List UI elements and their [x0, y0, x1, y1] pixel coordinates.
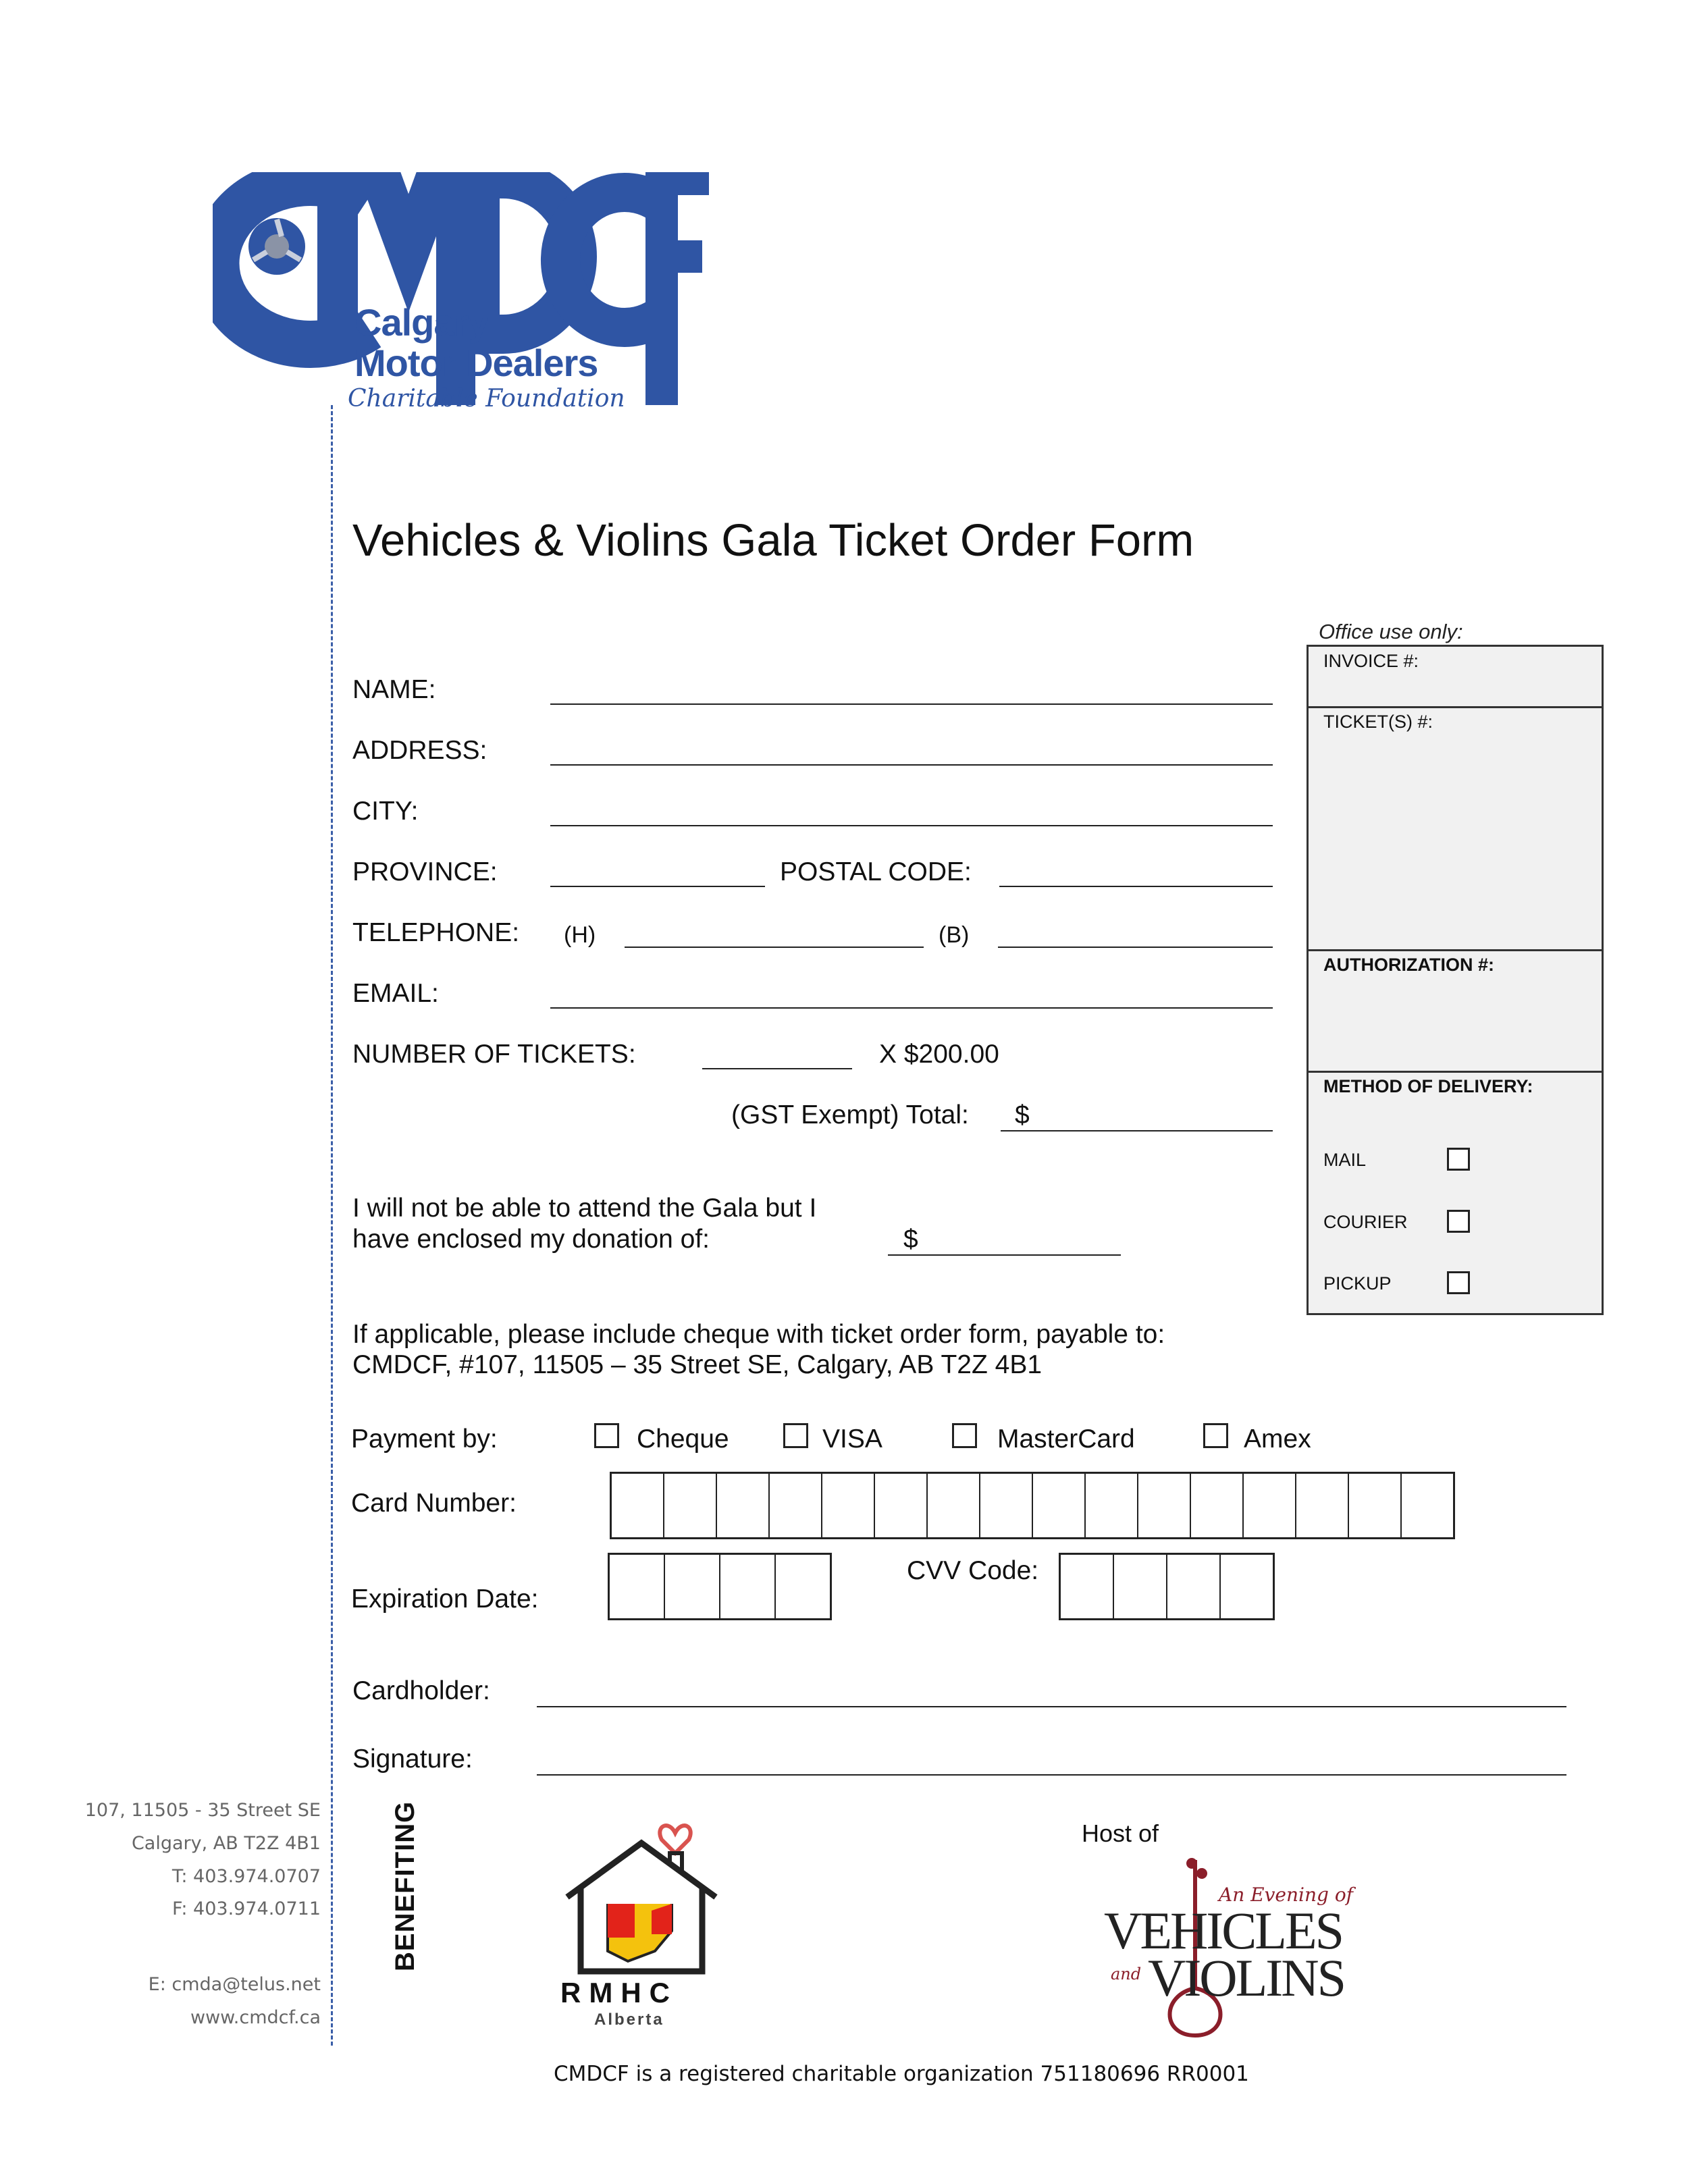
expiration-date-boxes[interactable]	[608, 1553, 832, 1620]
office-use-box	[1307, 645, 1604, 1315]
sidebar-email: E: cmda@telus.net	[148, 1974, 321, 1995]
total-label: (GST Exempt) Total:	[731, 1100, 969, 1129]
host-of-label: Host of	[1082, 1819, 1159, 1847]
address-label: ADDRESS:	[352, 736, 487, 765]
delivery-pickup-label: PICKUP	[1323, 1273, 1392, 1294]
benefiting-label: BENEFITING	[390, 1801, 420, 1971]
logo-line-motor-dealers: Motor Dealers	[354, 342, 598, 384]
visa-option-label: VISA	[822, 1424, 882, 1454]
tickets-number-label: TICKET(S) #:	[1323, 712, 1433, 732]
cheque-option-label: Cheque	[637, 1424, 729, 1454]
vv-tagline: An Evening of	[1219, 1884, 1354, 1906]
card-number-boxes[interactable]	[610, 1472, 1455, 1539]
cvv-code-boxes[interactable]	[1059, 1553, 1275, 1620]
donation-dollar-sign: $	[903, 1225, 918, 1254]
name-label: NAME:	[352, 675, 436, 704]
page-title: Vehicles & Violins Gala Ticket Order Form	[352, 515, 1194, 566]
payment-by-label: Payment by:	[351, 1424, 498, 1454]
name-field[interactable]	[550, 703, 1273, 705]
city-field[interactable]	[550, 825, 1273, 826]
vehicles-violins-logo	[1080, 1853, 1364, 2042]
delivery-courier-checkbox[interactable]	[1447, 1210, 1470, 1233]
card-number-label: Card Number:	[351, 1489, 517, 1518]
sidebar-website[interactable]: www.cmdcf.ca	[190, 2007, 321, 2028]
number-of-tickets-label: NUMBER OF TICKETS:	[352, 1040, 636, 1069]
province-label: PROVINCE:	[352, 857, 498, 886]
donation-line-2: have enclosed my donation of:	[352, 1225, 710, 1254]
cvv-code-label: CVV Code:	[907, 1556, 1039, 1585]
city-label: CITY:	[352, 797, 419, 826]
sidebar-address-line-1: 107, 11505 - 35 Street SE	[84, 1800, 321, 1821]
cmdcf-logo	[213, 172, 712, 415]
authorization-label: AUTHORIZATION #:	[1323, 955, 1494, 975]
number-of-tickets-field[interactable]	[702, 1068, 852, 1069]
visa-checkbox[interactable]	[783, 1423, 808, 1448]
sidebar-fax: F: 403.974.0711	[172, 1898, 321, 1919]
rmhc-alberta-text: Alberta	[594, 2010, 664, 2029]
cheque-instruction-line-1: If applicable, please include cheque with ticket order form, payable to:	[352, 1320, 1165, 1349]
home-phone-field[interactable]	[625, 947, 924, 948]
mastercard-checkbox[interactable]	[952, 1423, 977, 1448]
donation-amount-field[interactable]	[888, 1254, 1121, 1256]
amex-option-label: Amex	[1244, 1424, 1311, 1454]
delivery-mail-checkbox[interactable]	[1447, 1148, 1470, 1171]
office-divider	[1309, 1071, 1602, 1073]
delivery-courier-label: COURIER	[1323, 1212, 1408, 1232]
cheque-checkbox[interactable]	[594, 1423, 619, 1448]
sidebar-phone: T: 403.974.0707	[172, 1866, 321, 1887]
email-label: EMAIL:	[352, 979, 439, 1008]
total-field[interactable]	[1001, 1130, 1273, 1131]
signature-field[interactable]	[537, 1774, 1566, 1776]
cardholder-field[interactable]	[537, 1706, 1566, 1707]
business-phone-label: (B)	[939, 922, 970, 948]
telephone-label: TELEPHONE:	[352, 918, 520, 947]
total-dollar-sign: $	[1015, 1100, 1030, 1129]
address-field[interactable]	[550, 764, 1273, 766]
postal-code-field[interactable]	[999, 886, 1273, 887]
donation-line-1: I will not be able to attend the Gala but I	[352, 1194, 817, 1223]
vv-violins: VIOLINS	[1148, 1948, 1344, 2007]
postal-code-label: POSTAL CODE:	[780, 857, 972, 886]
office-divider	[1309, 706, 1602, 708]
office-caption: Office use only:	[1319, 620, 1463, 643]
logo-line-charitable-foundation: Charitable Foundation	[348, 385, 625, 412]
delivery-pickup-checkbox[interactable]	[1447, 1271, 1470, 1294]
invoice-label: INVOICE #:	[1323, 651, 1419, 671]
rmhc-text: RMHC	[560, 1977, 678, 2008]
mastercard-option-label: MasterCard	[997, 1424, 1135, 1454]
business-phone-field[interactable]	[998, 947, 1273, 948]
rmhc-house-icon	[554, 1816, 729, 1985]
email-field[interactable]	[550, 1007, 1273, 1009]
sidebar-address-line-2: Calgary, AB T2Z 4B1	[131, 1833, 321, 1854]
amex-checkbox[interactable]	[1203, 1423, 1228, 1448]
office-divider	[1309, 949, 1602, 951]
ticket-price: X $200.00	[879, 1040, 999, 1069]
registration-note: CMDCF is a registered charitable organization 751180696 RR0001	[554, 2062, 1249, 2086]
expiration-date-label: Expiration Date:	[351, 1584, 539, 1614]
province-field[interactable]	[550, 886, 765, 887]
home-phone-label: (H)	[564, 922, 596, 948]
delivery-method-label: METHOD OF DELIVERY:	[1323, 1076, 1533, 1096]
cardholder-label: Cardholder:	[352, 1676, 490, 1705]
margin-dashed-line	[331, 405, 333, 2046]
logo-line-calgary: Calgary	[354, 301, 489, 344]
delivery-mail-label: MAIL	[1323, 1150, 1367, 1170]
rmhc-logo	[554, 1816, 729, 2032]
cheque-instruction-line-2: CMDCF, #107, 11505 – 35 Street SE, Calgary, AB T2Z 4B1	[352, 1350, 1043, 1379]
vv-vehicles: VEHICLES	[1104, 1901, 1342, 1960]
vv-and: and	[1111, 1965, 1142, 1983]
signature-label: Signature:	[352, 1744, 473, 1774]
